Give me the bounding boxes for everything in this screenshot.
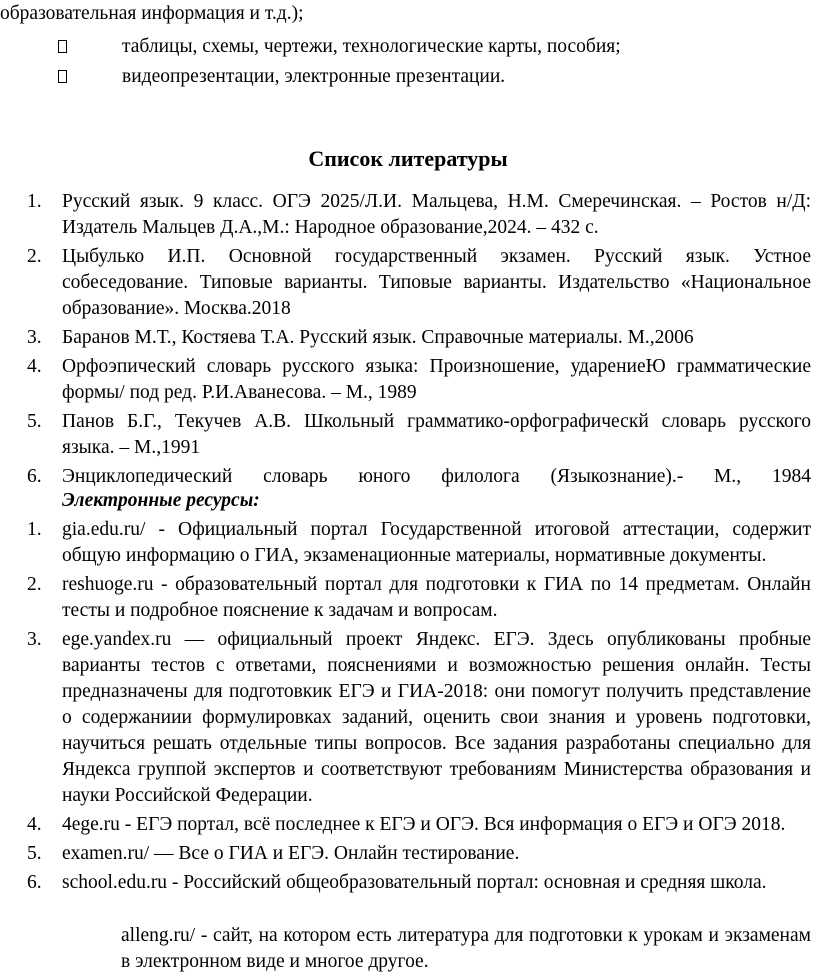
list-number: 5. — [27, 411, 42, 432]
list-item — [0, 841, 816, 867]
list-text: Цыбулько И.П. Основной государственный экзамен. Русский язык. Устное собеседование. Типовые варианты. Типовые варианты. Издательство «Национальное образование». Москва.2018 — [62, 246, 811, 319]
list-number: 3. — [27, 327, 42, 348]
list-text: Панов Б.Г., Текучев А.В. Школьный грамматико-орфографическй словарь русского языка. – М.,1991 — [62, 411, 811, 458]
list-item — [0, 812, 816, 838]
extra-resource-entry: alleng.ru/ - сайт, на котором есть литература для подготовки к урокам и экзаменам в электронном виде и многое другое. — [121, 925, 811, 972]
resource-text: school.edu.ru - Российский общеобразовательный портал: основная и средняя школа. — [62, 872, 767, 893]
list-text: Баранов М.Т., Костяева Т.А. Русский язык. Справочные материалы. М.,2006 — [62, 327, 694, 348]
resource-text: examen.ru/ — Все о ГИА и ЕГЭ. Онлайн тестирование. — [62, 843, 520, 864]
list-item — [0, 627, 816, 809]
square-bullet-icon — [58, 40, 67, 53]
electronic-resources-heading: Электронные ресурсы: — [62, 490, 260, 511]
resource-text: reshuoge.ru - образовательный портал для подготовки к ГИА по 14 предметам. Онлайн тесты и подробное пояснение к задачам и вопросам. — [62, 574, 811, 621]
list-number: 4. — [27, 356, 42, 377]
literature-list — [0, 189, 816, 490]
list-text: Энциклопедический словарь юного филолога (Языкознание).- М., 1984 — [62, 466, 811, 487]
list-item — [0, 354, 816, 406]
list-item — [0, 464, 816, 490]
resource-text: ege.yandex.ru — официальный проект Яндекс. ЕГЭ. Здесь опубликованы пробные варианты тестов с ответами, пояснениями и возможностью решения онлайн. Тесты предназначены для подготовкик ЕГЭ и ГИА-2018: они помогут получить представление о содержаниии формулировках заданий, оценить свои знания и уровень подготовки, научиться решать отдельные типы вопросов. Все задания разработаны специально для Яндекса группой экспертов и соответствуют требованиям Министерства образования и науки Российской Федерации. — [62, 629, 811, 806]
list-number: 6. — [27, 872, 42, 893]
list-number: 2. — [27, 574, 42, 595]
list-number: 4. — [27, 814, 42, 835]
list-number: 6. — [27, 466, 42, 487]
list-item — [0, 409, 816, 461]
electronic-resources-list — [0, 517, 816, 896]
list-item — [0, 325, 816, 351]
list-number: 2. — [27, 246, 42, 267]
list-item — [0, 870, 816, 896]
list-text: Русский язык. 9 класс. ОГЭ 2025/Л.И. Мальцева, Н.М. Смеречинская. – Ростов н/Д: Издатель Мальцев Д.А.,М.: Народное образование,2024. – 432 с. — [62, 191, 811, 238]
list-item — [0, 244, 816, 322]
bullet-text: таблицы, схемы, чертежи, технологические карты, пособия; — [122, 36, 621, 57]
square-bullet-icon — [58, 70, 67, 83]
list-number: 1. — [27, 191, 42, 212]
list-item — [0, 517, 816, 569]
list-text: Орфоэпический словарь русского языка: Произношение, ударениеЮ грамматические формы/ под ред. Р.И.Аванесова. – М., 1989 — [62, 356, 811, 403]
literature-heading: Список литературы — [308, 146, 508, 171]
bullet-text: видеопрезентации, электронные презентации. — [122, 66, 506, 87]
list-number: 1. — [27, 519, 42, 540]
resource-text: 4ege.ru - ЕГЭ портал, всё последнее к ЕГЭ и ОГЭ. Вся информация о ЕГЭ и ОГЭ 2018. — [62, 814, 786, 835]
list-number: 3. — [27, 629, 42, 650]
list-item — [0, 572, 816, 624]
list-item — [0, 189, 816, 241]
intro-top-line: образовательная информация и т.д.); — [0, 3, 304, 24]
list-number: 5. — [27, 843, 42, 864]
resource-text: gia.edu.ru/ - Официальный портал Государственной итоговой аттестации, содержит общую информацию о ГИА, экзаменационные материалы, нормативные документы. — [62, 519, 811, 566]
